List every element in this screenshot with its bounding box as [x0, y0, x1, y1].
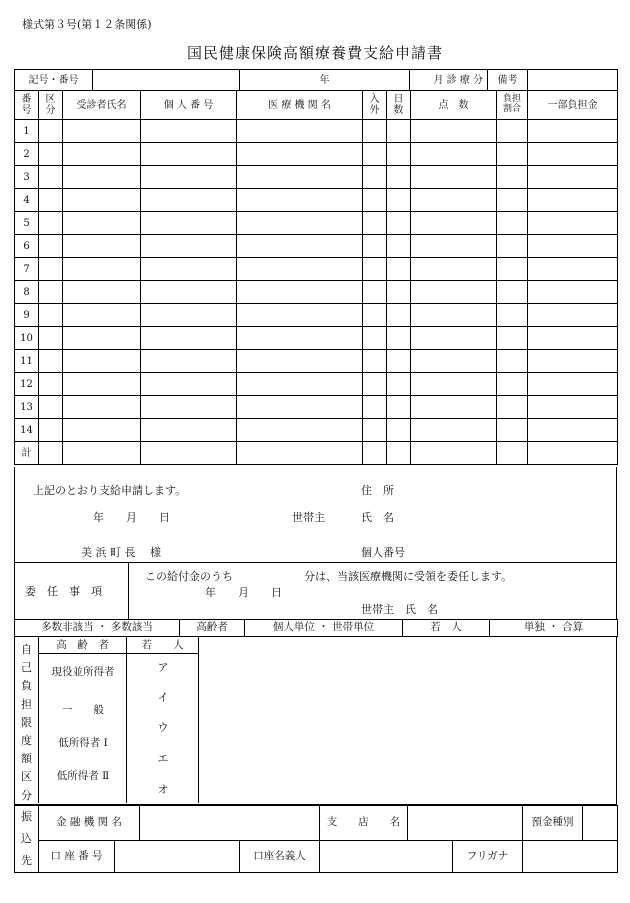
table-cell[interactable]	[363, 419, 387, 442]
table-cell[interactable]	[141, 419, 237, 442]
elderly-category[interactable]: 高齢者	[180, 620, 245, 637]
table-cell[interactable]	[237, 304, 363, 327]
table-cell[interactable]	[39, 419, 63, 442]
table-cell[interactable]	[141, 235, 237, 258]
furigana-label: フリガナ	[453, 841, 523, 873]
table-cell[interactable]	[237, 350, 363, 373]
table-cell[interactable]	[237, 373, 363, 396]
table-cell[interactable]	[141, 442, 237, 465]
table-cell[interactable]	[411, 189, 497, 212]
table-cell[interactable]	[237, 235, 363, 258]
table-row	[15, 189, 618, 212]
table-cell[interactable]	[387, 189, 411, 212]
table-cell[interactable]	[497, 258, 528, 281]
table-cell[interactable]	[528, 327, 618, 350]
table-cell[interactable]	[363, 143, 387, 166]
table-cell[interactable]	[387, 373, 411, 396]
table-row	[15, 235, 618, 258]
branch-field[interactable]	[408, 806, 523, 841]
table-cell[interactable]	[387, 166, 411, 189]
table-row	[15, 327, 618, 350]
bank-table	[14, 805, 618, 873]
table-row	[15, 350, 618, 373]
table-cell[interactable]	[63, 304, 141, 327]
multi-category[interactable]: 多数非該当 ・ 多数該当	[15, 620, 180, 637]
branch-label: 支 店 名	[320, 806, 408, 841]
table-cell[interactable]	[237, 396, 363, 419]
row-number: 10	[15, 327, 39, 350]
table-cell[interactable]	[411, 419, 497, 442]
table-row	[15, 281, 618, 304]
table-cell[interactable]	[497, 212, 528, 235]
limit-label-char: 区	[21, 770, 32, 784]
row-number: 5	[15, 212, 39, 235]
table-cell[interactable]	[528, 120, 618, 143]
table-cell[interactable]	[63, 235, 141, 258]
form-title: 国民健康保険高額療養費支給申請書	[186, 44, 443, 62]
delegation-line1b: 分は、当該医療機関に受領を委任します。	[304, 570, 513, 583]
single-category[interactable]: 単独 ・ 合算	[490, 620, 618, 637]
table-cell[interactable]	[237, 189, 363, 212]
row-number: 4	[15, 189, 39, 212]
elderly-income-item[interactable]: 一 般	[62, 704, 104, 716]
table-cell[interactable]	[497, 166, 528, 189]
table-cell[interactable]	[411, 120, 497, 143]
column-header: 区分	[39, 91, 63, 120]
row-number: 7	[15, 258, 39, 281]
young-category[interactable]: 若 人	[403, 620, 490, 637]
remarks-label: 備考	[488, 70, 528, 91]
limit-label-char: 限	[21, 715, 32, 729]
table-cell[interactable]	[141, 327, 237, 350]
table-row	[15, 442, 618, 465]
account-number-label: 口 座 番 号	[39, 841, 115, 873]
table-cell[interactable]	[63, 419, 141, 442]
table-cell[interactable]	[528, 143, 618, 166]
table-cell[interactable]	[497, 304, 528, 327]
bank-label-cell	[15, 806, 39, 873]
table-cell[interactable]	[141, 281, 237, 304]
year-label: 年	[240, 70, 410, 91]
table-cell[interactable]	[63, 281, 141, 304]
table-cell[interactable]	[497, 281, 528, 304]
table-cell[interactable]	[237, 258, 363, 281]
address-label: 住 所	[361, 484, 394, 497]
young-income-item[interactable]: イ	[157, 691, 169, 704]
table-row	[15, 304, 618, 327]
table-cell[interactable]	[39, 396, 63, 419]
table-cell[interactable]	[141, 143, 237, 166]
table-cell[interactable]	[363, 350, 387, 373]
table-cell[interactable]	[497, 350, 528, 373]
deposit-type-field[interactable]	[583, 806, 618, 841]
account-holder-field[interactable]	[320, 841, 453, 873]
table-cell[interactable]	[411, 212, 497, 235]
elderly-income-item[interactable]: 低所得者 Ⅱ	[56, 770, 110, 782]
table-cell[interactable]	[411, 166, 497, 189]
table-cell[interactable]	[237, 212, 363, 235]
delegation-date: 年 月 日	[205, 586, 282, 599]
table-cell[interactable]	[387, 281, 411, 304]
table-cell[interactable]	[63, 442, 141, 465]
table-cell[interactable]	[363, 396, 387, 419]
table-cell[interactable]	[528, 304, 618, 327]
table-cell[interactable]	[363, 120, 387, 143]
table-cell[interactable]	[528, 258, 618, 281]
table-cell[interactable]	[411, 281, 497, 304]
table-cell[interactable]	[497, 396, 528, 419]
table-cell[interactable]	[141, 373, 237, 396]
table-cell[interactable]	[497, 442, 528, 465]
personal-number-label: 個人番号	[361, 546, 405, 559]
limit-label-char: 担	[21, 697, 32, 711]
month-treatment-label: 月 診 療 分	[410, 70, 488, 91]
table-cell[interactable]	[497, 189, 528, 212]
limit-young-list	[127, 654, 199, 803]
row-number: 8	[15, 281, 39, 304]
table-cell[interactable]	[387, 350, 411, 373]
table-cell[interactable]	[411, 304, 497, 327]
table-cell[interactable]	[528, 189, 618, 212]
table-cell[interactable]	[363, 235, 387, 258]
account-holder-label: 口座名義人	[240, 841, 320, 873]
table-cell[interactable]	[528, 396, 618, 419]
limit-label-char: 己	[21, 661, 32, 675]
column-header: 日数	[387, 91, 411, 120]
table-cell[interactable]	[63, 350, 141, 373]
column-header: 医 療 機 関 名	[237, 91, 363, 120]
table-cell[interactable]	[39, 189, 63, 212]
table-cell[interactable]	[528, 350, 618, 373]
table-cell[interactable]	[363, 189, 387, 212]
limit-label-char: 度	[21, 734, 32, 748]
unit-category[interactable]: 個人単位 ・ 世帯単位	[245, 620, 403, 637]
table-cell[interactable]	[63, 396, 141, 419]
table-cell[interactable]	[528, 442, 618, 465]
table-cell[interactable]	[141, 304, 237, 327]
institution-label: 金 融 機 関 名	[39, 806, 140, 841]
limit-elderly-list	[39, 654, 127, 803]
table-cell[interactable]	[39, 235, 63, 258]
table-cell[interactable]	[528, 212, 618, 235]
table-row	[15, 373, 618, 396]
row-number: 12	[15, 373, 39, 396]
table-cell[interactable]	[39, 442, 63, 465]
table-cell[interactable]	[411, 327, 497, 350]
table-cell[interactable]	[39, 212, 63, 235]
table-cell[interactable]	[39, 120, 63, 143]
limit-label-char: 額	[21, 752, 32, 766]
row-number: 3	[15, 166, 39, 189]
table-cell[interactable]	[497, 235, 528, 258]
delegation-section	[14, 562, 617, 620]
table-cell[interactable]	[363, 304, 387, 327]
table-cell[interactable]	[237, 143, 363, 166]
table-cell[interactable]	[39, 258, 63, 281]
table-cell[interactable]	[528, 419, 618, 442]
table-row	[15, 419, 618, 442]
table-cell[interactable]	[63, 166, 141, 189]
table-cell[interactable]	[63, 120, 141, 143]
table-cell[interactable]	[39, 281, 63, 304]
table-row	[15, 212, 618, 235]
table-cell[interactable]	[63, 373, 141, 396]
young-income-item[interactable]: オ	[157, 783, 169, 796]
table-cell[interactable]	[141, 166, 237, 189]
limit-young-header: 若 人	[127, 637, 199, 654]
delegation-label: 委 任 事 項	[25, 585, 102, 598]
table-cell[interactable]	[411, 373, 497, 396]
column-header: 個 人 番 号	[141, 91, 237, 120]
furigana-field[interactable]	[523, 841, 618, 873]
table-cell[interactable]	[363, 166, 387, 189]
symbol-number-field[interactable]	[93, 70, 240, 91]
row-number: 11	[15, 350, 39, 373]
table-cell[interactable]	[363, 442, 387, 465]
table-cell[interactable]	[387, 258, 411, 281]
table-cell[interactable]	[528, 166, 618, 189]
declaration-date: 年 月 日	[93, 511, 170, 524]
declaration-section	[14, 467, 617, 563]
table-cell[interactable]	[411, 350, 497, 373]
table-cell[interactable]	[411, 235, 497, 258]
claims-table	[14, 90, 618, 465]
table-cell[interactable]	[387, 442, 411, 465]
table-cell[interactable]	[387, 143, 411, 166]
table-cell[interactable]	[528, 281, 618, 304]
table-cell[interactable]	[363, 373, 387, 396]
table-cell[interactable]	[237, 120, 363, 143]
table-cell[interactable]	[237, 442, 363, 465]
limit-elderly-header: 高 齢 者	[39, 637, 127, 654]
limit-label-char: 負	[21, 679, 32, 693]
elderly-income-item[interactable]: 低所得者 Ⅰ	[58, 737, 108, 749]
table-cell[interactable]	[411, 396, 497, 419]
mayor-addressee: 美 浜 町 長 様	[81, 546, 161, 559]
table-cell[interactable]	[39, 166, 63, 189]
table-cell[interactable]	[363, 258, 387, 281]
table-cell[interactable]	[387, 396, 411, 419]
table-cell[interactable]	[363, 281, 387, 304]
table-cell[interactable]	[141, 396, 237, 419]
table-cell[interactable]	[141, 212, 237, 235]
limit-label-char: 分	[21, 788, 32, 802]
table-cell[interactable]	[39, 373, 63, 396]
delegation-householder-name: 世帯主 氏 名	[361, 603, 438, 616]
table-cell[interactable]	[528, 235, 618, 258]
table-cell[interactable]	[237, 281, 363, 304]
table-cell[interactable]	[387, 235, 411, 258]
column-header: 入外	[363, 91, 387, 120]
remarks-field[interactable]	[528, 70, 618, 91]
row-number: 14	[15, 419, 39, 442]
column-header: 負担割合	[497, 91, 528, 120]
table-cell[interactable]	[411, 143, 497, 166]
table-cell[interactable]	[63, 189, 141, 212]
column-header: 一部負担金	[528, 91, 618, 120]
row-number: 13	[15, 396, 39, 419]
young-income-item[interactable]: ア	[157, 661, 169, 674]
row-number: 1	[15, 120, 39, 143]
category-table	[14, 619, 618, 637]
table-cell[interactable]	[387, 327, 411, 350]
young-income-item[interactable]: ウ	[157, 721, 169, 734]
limit-label-cell	[15, 637, 39, 803]
form-number: 様式第３号(第１２条関係)	[22, 18, 152, 31]
table-cell[interactable]	[528, 373, 618, 396]
deposit-type-label: 預金種別	[523, 806, 583, 841]
table-cell[interactable]	[39, 327, 63, 350]
table-cell[interactable]	[411, 442, 497, 465]
account-number-field[interactable]	[115, 841, 240, 873]
column-header: 点 数	[411, 91, 497, 120]
table-cell[interactable]	[141, 258, 237, 281]
table-cell[interactable]	[63, 327, 141, 350]
column-header-row	[15, 91, 618, 120]
table-cell[interactable]	[497, 373, 528, 396]
bank-label-char: 込	[21, 832, 32, 845]
table-cell[interactable]	[63, 143, 141, 166]
table-row	[15, 258, 618, 281]
table-cell[interactable]	[363, 327, 387, 350]
symbol-number-label: 記号・番号	[15, 70, 93, 91]
table-cell[interactable]	[387, 120, 411, 143]
table-cell[interactable]	[387, 212, 411, 235]
table-row	[15, 120, 618, 143]
bank-label-char: 振	[21, 810, 32, 823]
table-cell[interactable]	[497, 419, 528, 442]
young-income-item[interactable]: エ	[157, 752, 169, 765]
limit-label-char: 自	[21, 643, 32, 656]
table-cell[interactable]	[363, 212, 387, 235]
table-cell[interactable]	[411, 258, 497, 281]
row-number: 6	[15, 235, 39, 258]
table-cell[interactable]	[141, 350, 237, 373]
delegation-line1: この給付金のうち	[145, 570, 233, 583]
table-row	[15, 143, 618, 166]
table-cell[interactable]	[39, 350, 63, 373]
row-number: 2	[15, 143, 39, 166]
column-header: 番号	[15, 91, 39, 120]
elderly-income-item[interactable]: 現役並所得者	[51, 666, 115, 678]
table-cell[interactable]	[141, 120, 237, 143]
table-cell[interactable]	[63, 258, 141, 281]
householder-label: 世帯主	[292, 511, 325, 524]
table-cell[interactable]	[63, 212, 141, 235]
row-number: 9	[15, 304, 39, 327]
header-table	[14, 69, 618, 91]
table-cell[interactable]	[39, 143, 63, 166]
name-label: 氏 名	[361, 511, 394, 524]
row-number: 計	[15, 442, 39, 465]
column-header: 受診者氏名	[63, 91, 141, 120]
table-cell[interactable]	[39, 304, 63, 327]
table-cell[interactable]	[497, 120, 528, 143]
declaration-statement: 上記のとおり支給申請します。	[33, 484, 187, 497]
table-cell[interactable]	[497, 327, 528, 350]
bank-label-char: 先	[21, 854, 32, 867]
table-cell[interactable]	[237, 419, 363, 442]
table-cell[interactable]	[237, 327, 363, 350]
institution-field[interactable]	[140, 806, 320, 841]
table-cell[interactable]	[237, 166, 363, 189]
table-cell[interactable]	[387, 304, 411, 327]
table-row	[15, 166, 618, 189]
table-cell[interactable]	[387, 419, 411, 442]
table-row	[15, 396, 618, 419]
table-cell[interactable]	[141, 189, 237, 212]
table-cell[interactable]	[497, 143, 528, 166]
limit-section	[14, 637, 617, 805]
